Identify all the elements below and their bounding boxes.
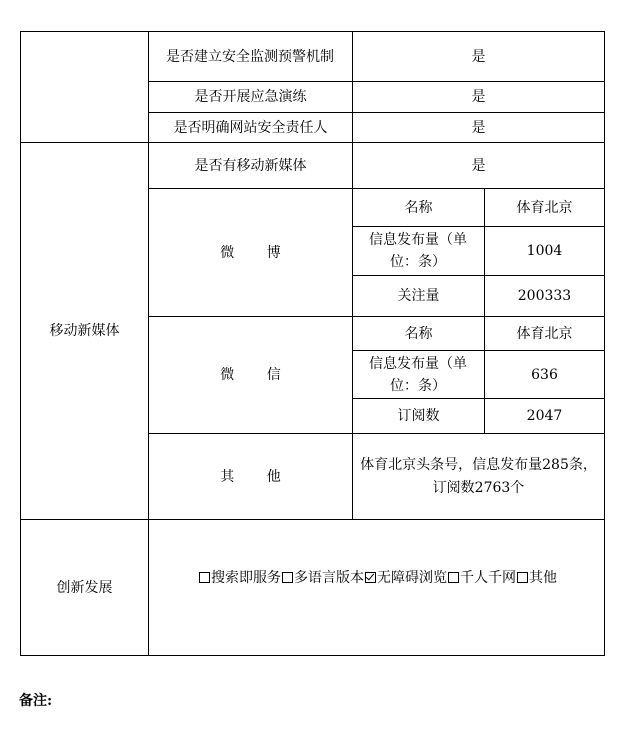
checkbox-icon[interactable] — [199, 572, 210, 583]
answer-value: 是 — [471, 119, 486, 136]
platform-label: 微 博 — [220, 244, 295, 261]
weixin-posts-value — [485, 351, 604, 398]
option-label: 搜索即服务 — [211, 570, 281, 586]
answer-value: 是 — [471, 157, 486, 174]
table-border-right — [604, 31, 605, 656]
field-value: 体育北京 — [516, 325, 573, 342]
answer-has-mobile — [353, 143, 604, 188]
other-label — [149, 434, 352, 519]
weibo-posts-value — [485, 227, 604, 275]
option-search-service[interactable] — [198, 567, 281, 587]
note-label: 备注: — [19, 693, 53, 709]
field-label: 信息发布量（单位：条） — [369, 232, 467, 270]
section-mobile-media — [21, 143, 148, 519]
question-label: 是否建立安全监测预警机制 — [166, 48, 334, 65]
field-value: 体育北京 — [516, 199, 573, 216]
weixin-posts-label — [368, 351, 468, 398]
field-label: 关注量 — [397, 288, 440, 304]
platform-label: 其 他 — [220, 468, 295, 485]
answer-drill — [353, 82, 604, 112]
table-border-bottom — [20, 655, 605, 656]
question-label: 是否有移动新媒体 — [194, 157, 307, 174]
checkbox-checked-icon[interactable] — [365, 572, 376, 583]
option-other[interactable] — [516, 567, 557, 587]
weibo-name-label — [353, 189, 484, 226]
checkbox-icon[interactable] — [448, 572, 459, 583]
question-monitoring — [160, 32, 340, 81]
innovation-options — [150, 566, 605, 588]
answer-value: 是 — [471, 48, 486, 65]
answer-value: 是 — [471, 89, 486, 105]
field-label: 订阅数 — [397, 408, 440, 424]
weibo-followers-label — [353, 276, 484, 316]
question-label: 是否开展应急演练 — [194, 89, 307, 105]
field-value: 1004 — [526, 243, 563, 259]
field-value: 200333 — [517, 288, 572, 304]
platform-label: 微 信 — [220, 367, 295, 383]
checkbox-icon[interactable] — [282, 572, 293, 583]
answer-monitoring — [353, 32, 604, 81]
question-has-mobile — [149, 143, 352, 188]
option-multilingual[interactable] — [281, 567, 364, 587]
section-label: 移动新媒体 — [49, 323, 120, 339]
field-value: 2047 — [526, 408, 563, 424]
weixin-label — [149, 317, 352, 433]
other-value — [357, 434, 600, 519]
weibo-label — [149, 189, 352, 316]
field-label: 名称 — [404, 325, 433, 342]
weixin-subs-label — [353, 399, 484, 433]
weibo-posts-label — [368, 227, 468, 275]
section-innovation — [21, 520, 148, 655]
option-label: 无障碍浏览 — [377, 570, 447, 586]
option-label: 其他 — [529, 570, 557, 586]
weixin-name-value — [485, 317, 604, 350]
question-label: 是否明确网站安全责任人 — [173, 119, 328, 136]
question-responsible — [149, 113, 352, 142]
weixin-subs-value — [485, 399, 604, 433]
field-value: 体育北京头条号，信息发布量285条，订阅数2763个 — [360, 456, 597, 496]
field-label: 信息发布量（单位：条） — [369, 355, 467, 394]
section-label: 创新发展 — [56, 579, 113, 596]
field-value: 636 — [531, 366, 558, 383]
option-personalized[interactable] — [447, 567, 516, 587]
weixin-name-label — [353, 317, 484, 350]
weibo-followers-value — [485, 276, 604, 316]
answer-responsible — [353, 113, 604, 142]
checkbox-icon[interactable] — [517, 572, 528, 583]
option-label: 千人千网 — [460, 570, 516, 586]
option-accessibility[interactable] — [364, 567, 447, 587]
question-drill — [149, 82, 352, 112]
weibo-name-value — [485, 189, 604, 226]
field-label: 名称 — [404, 199, 433, 216]
option-label: 多语言版本 — [294, 570, 364, 586]
